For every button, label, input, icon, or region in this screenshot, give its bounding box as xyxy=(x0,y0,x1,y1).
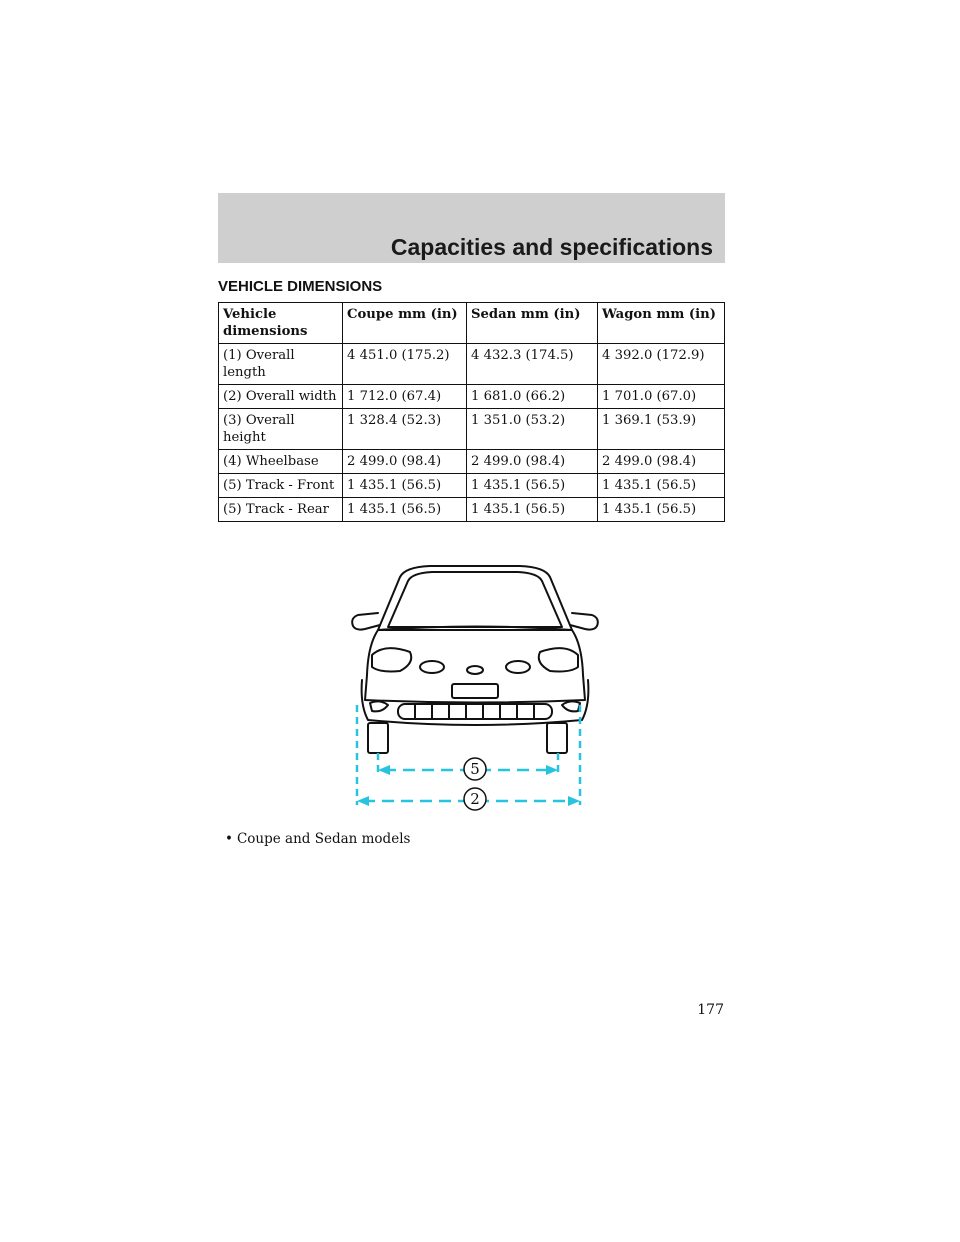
table-row xyxy=(219,344,725,385)
table-cell: (5) Track - Front xyxy=(219,474,343,498)
table-cell: 2 499.0 (98.4) xyxy=(467,450,598,474)
width-arrow-right xyxy=(568,796,580,806)
table-cell: (4) Wheelbase xyxy=(219,450,343,474)
right-grille-oval xyxy=(506,661,530,673)
table-cell: 4 432.3 (174.5) xyxy=(467,344,598,385)
table-cell: 1 351.0 (53.2) xyxy=(467,409,598,450)
right-tire xyxy=(547,723,567,753)
table-cell: 1 435.1 (56.5) xyxy=(598,498,725,522)
chapter-title: Capacities and specifications xyxy=(390,234,713,260)
right-fog-light xyxy=(562,701,580,711)
hood-outline xyxy=(365,627,585,703)
column-header: Coupe mm (in) xyxy=(343,303,467,344)
page-number: 177 xyxy=(697,1002,724,1018)
table-cell: 2 499.0 (98.4) xyxy=(598,450,725,474)
table-row xyxy=(219,498,725,522)
bullet-item xyxy=(225,831,410,847)
column-header: Sedan mm (in) xyxy=(467,303,598,344)
table-cell: 4 451.0 (175.2) xyxy=(343,344,467,385)
lower-intake xyxy=(398,704,552,719)
track-arrow-left xyxy=(378,765,390,775)
table-cell: 1 701.0 (67.0) xyxy=(598,385,725,409)
table-cell: (3) Overall height xyxy=(219,409,343,450)
left-fog-light xyxy=(370,701,388,711)
table-cell: 1 435.1 (56.5) xyxy=(598,474,725,498)
table-header-row xyxy=(219,303,725,344)
car-front-view-diagram xyxy=(340,555,610,825)
left-tire xyxy=(368,723,388,753)
column-header: Vehicle dimensions xyxy=(219,303,343,344)
table-cell: 4 392.0 (172.9) xyxy=(598,344,725,385)
table-row xyxy=(219,474,725,498)
section-header-band xyxy=(218,193,725,263)
table-cell: 1 328.4 (52.3) xyxy=(343,409,467,450)
table-cell: (5) Track - Rear xyxy=(219,498,343,522)
table-cell: 1 435.1 (56.5) xyxy=(343,474,467,498)
column-header: Wagon mm (in) xyxy=(598,303,725,344)
left-grille-oval xyxy=(420,661,444,673)
bullet-symbol: • xyxy=(225,831,233,847)
section-heading: VEHICLE DIMENSIONS xyxy=(218,278,383,295)
table-cell: 1 681.0 (66.2) xyxy=(467,385,598,409)
table-cell: 2 499.0 (98.4) xyxy=(343,450,467,474)
vehicle-dimensions-table xyxy=(218,302,725,522)
license-plate xyxy=(452,684,498,698)
table-row xyxy=(219,409,725,450)
right-mirror xyxy=(570,613,598,630)
table-cell: 1 435.1 (56.5) xyxy=(343,498,467,522)
bullet-text: Coupe and Sedan models xyxy=(236,831,411,847)
left-mirror xyxy=(352,613,380,630)
table-cell: (1) Overall length xyxy=(219,344,343,385)
width-arrow-left xyxy=(357,796,369,806)
left-headlight xyxy=(372,648,411,671)
table-row xyxy=(219,450,725,474)
right-headlight xyxy=(539,648,578,671)
windshield-outline xyxy=(378,566,572,630)
width-callout-label: 2 xyxy=(470,790,480,808)
track-arrow-right xyxy=(546,765,558,775)
table-cell: 1 369.1 (53.9) xyxy=(598,409,725,450)
table-row xyxy=(219,385,725,409)
table-cell: 1 712.0 (67.4) xyxy=(343,385,467,409)
badge-oval xyxy=(467,666,483,674)
track-callout-label: 5 xyxy=(470,760,480,778)
table-cell: 1 435.1 (56.5) xyxy=(467,498,598,522)
table-cell: (2) Overall width xyxy=(219,385,343,409)
table-cell: 1 435.1 (56.5) xyxy=(467,474,598,498)
